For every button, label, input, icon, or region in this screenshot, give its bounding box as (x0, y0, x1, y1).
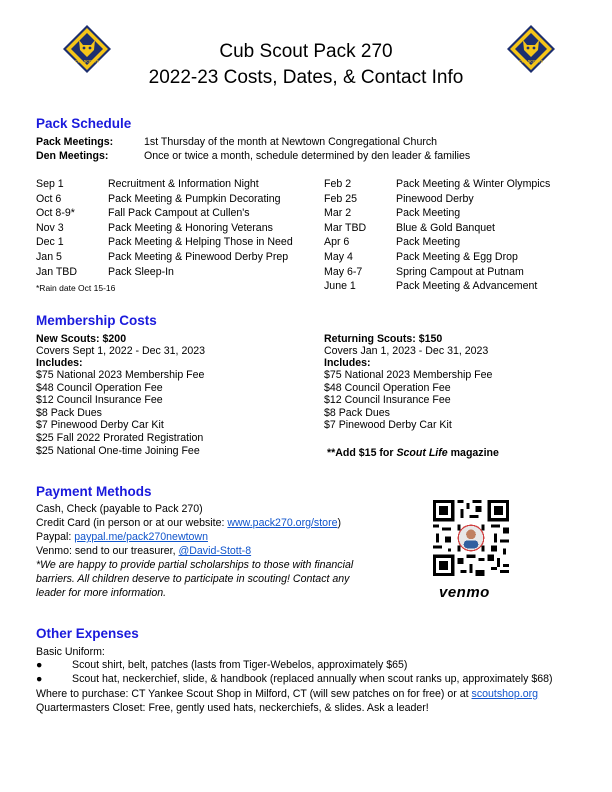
fee-item: $48 Council Operation Fee (324, 381, 451, 394)
returning-scouts-title: Returning Scouts: $150 (324, 333, 443, 345)
addon-prefix: **Add $15 for (327, 447, 397, 459)
page-title: Cub Scout Pack 270 (219, 41, 393, 62)
addon-suffix: magazine (447, 447, 499, 459)
schedule-event-row (324, 280, 584, 295)
pack-meetings-value: 1st Thursday of the month at Newtown Congregational Church (144, 136, 438, 148)
schedule-event-row (36, 236, 316, 251)
schedule-event-row (36, 251, 316, 266)
event-name: Pack Meeting & Advancement (396, 280, 538, 293)
event-name: Pack Meeting & Winter Olympics (396, 178, 551, 190)
event-name: Pinewood Derby (396, 192, 474, 205)
schedule-right-column (324, 178, 584, 295)
scout-life-addon (327, 446, 499, 460)
schedule-event-row (324, 236, 584, 251)
new-scouts-includes: Includes: (36, 357, 83, 369)
event-name: Pack Meeting & Pinewood Derby Prep (108, 250, 289, 263)
event-name: Blue & Gold Banquet (396, 221, 495, 234)
schedule-event-row (36, 178, 316, 193)
venmo-link[interactable]: @David-Stott-8 (178, 545, 252, 557)
fee-item: $8 Pack Dues (36, 406, 102, 419)
event-name: Pack Meeting (396, 207, 461, 220)
basic-uniform-label: Basic Uniform: (36, 646, 105, 658)
returning-scouts-covers: Covers Jan 1, 2023 - Dec 31, 2023 (324, 345, 489, 357)
fee-item: $75 National 2023 Membership Fee (324, 369, 493, 381)
payment-cash-check: Cash, Check (payable to Pack 270) (36, 503, 203, 515)
logo-text: CUB SCOUTS (75, 59, 99, 64)
event-date: Feb 25 (324, 192, 357, 205)
den-meetings-label: Den Meetings: (36, 150, 109, 162)
payment-credit-card (36, 516, 341, 530)
event-name: Pack Meeting (396, 236, 461, 249)
event-date: Sep 1 (36, 178, 64, 190)
schedule-left-column (36, 178, 316, 280)
fee-item: $25 Fall 2022 Prorated Registration (36, 431, 204, 444)
credit-card-close: ) (337, 517, 342, 529)
event-date: Oct 6 (36, 192, 62, 205)
payment-venmo (36, 544, 251, 558)
paypal-link[interactable]: paypal.me/pack270newtown (74, 531, 208, 543)
returning-scouts-includes: Includes: (324, 357, 371, 369)
schedule-event-row (324, 251, 584, 266)
event-name: Pack Sleep-In (108, 265, 174, 278)
event-date: May 4 (324, 250, 353, 263)
bullet-icon: ● (36, 673, 43, 685)
schedule-event-row (324, 207, 584, 222)
event-name: Pack Meeting & Helping Those in Need (108, 236, 293, 249)
scholarship-note-line3: leader for more information. (36, 587, 167, 599)
den-meetings-value: Once or twice a month, schedule determined by den leader & families (144, 150, 471, 162)
credit-card-text: Credit Card (in person or at our website: (36, 517, 228, 529)
event-date: Nov 3 (36, 221, 64, 234)
event-date: Feb 2 (324, 178, 352, 190)
fee-item: $7 Pinewood Derby Car Kit (36, 419, 164, 432)
fee-item: $12 Council Insurance Fee (36, 394, 163, 407)
event-name: Spring Campout at Putnam (396, 265, 524, 278)
scholarship-note-line2: barriers. All children deserve to participate in scouting! Contact any (36, 573, 350, 585)
event-name: Pack Meeting & Honoring Veterans (108, 221, 273, 234)
where-to-purchase-text: Where to purchase: CT Yankee Scout Shop in Milford, CT (will sew patches on for free) or at (36, 688, 472, 700)
schedule-event-row (324, 222, 584, 237)
event-name: Recruitment & Information Night (108, 178, 259, 190)
logo-text: CUB SCOUTS (519, 59, 543, 64)
uniform-bullet-2-text: Scout hat, neckerchief, slide, & handbook (replaced annually when scout ranks up, approximately $68) (72, 673, 553, 685)
event-date: May 6-7 (324, 265, 363, 278)
event-date: Mar TBD (324, 221, 367, 234)
new-scouts-fee-list (36, 369, 204, 457)
schedule-event-row (36, 193, 316, 208)
schedule-event-row (36, 266, 316, 281)
event-name: Pack Meeting & Egg Drop (396, 250, 518, 263)
schedule-event-row (36, 222, 316, 237)
schedule-event-row (36, 207, 316, 222)
event-date: Jan TBD (36, 265, 78, 278)
fee-item: $8 Pack Dues (324, 406, 390, 419)
pack-schedule-heading: Pack Schedule (36, 116, 132, 131)
paypal-label: Paypal: (36, 531, 75, 543)
other-expenses-heading: Other Expenses (36, 626, 139, 641)
event-date: June 1 (324, 280, 356, 293)
event-date: Jan 5 (36, 250, 62, 263)
event-date: Mar 2 (324, 207, 352, 220)
venmo-logo: venmo (439, 584, 490, 601)
page-subtitle: 2022-23 Costs, Dates, & Contact Info (148, 67, 464, 88)
fee-item: $48 Council Operation Fee (36, 381, 163, 394)
schedule-event-row (324, 266, 584, 281)
new-scouts-covers: Covers Sept 1, 2022 - Dec 31, 2023 (36, 345, 206, 357)
scoutshop-link[interactable]: scoutshop.org (471, 688, 539, 700)
fee-item: $75 National 2023 Membership Fee (36, 369, 205, 381)
schedule-event-row (324, 178, 584, 193)
event-name: Fall Pack Campout at Cullen's (108, 207, 250, 220)
fee-item: $25 National One-time Joining Fee (36, 444, 200, 457)
event-date: Oct 8-9* (36, 207, 75, 220)
fee-item: $7 Pinewood Derby Car Kit (324, 419, 452, 432)
uniform-bullet-1-text: Scout shirt, belt, patches (lasts from Tiger-Webelos, approximately $65) (72, 659, 408, 671)
event-date: Dec 1 (36, 236, 64, 249)
quartermasters-closet: Quartermasters Closet: Free, gently used hats, neckerchiefs, & slides. Ask a leader! (36, 702, 429, 714)
payment-paypal (36, 530, 208, 544)
event-name: Pack Meeting & Pumpkin Decorating (108, 192, 281, 205)
returning-scouts-fee-list (324, 369, 492, 432)
payment-methods-heading: Payment Methods (36, 484, 152, 499)
event-date: Apr 6 (324, 236, 350, 249)
new-scouts-title: New Scouts: $200 (36, 333, 127, 345)
pack-meetings-label: Pack Meetings: (36, 136, 114, 148)
venmo-qr-code-icon[interactable] (433, 500, 509, 576)
fee-item: $12 Council Insurance Fee (324, 394, 451, 407)
scholarship-note-line1: *We are happy to provide partial scholarships to those with financial (36, 559, 354, 571)
store-link[interactable]: www.pack270.org/store (227, 517, 338, 529)
schedule-event-row (324, 193, 584, 208)
venmo-label: Venmo: send to our treasurer, (36, 545, 179, 557)
where-to-purchase (36, 687, 538, 701)
rain-date-note: *Rain date Oct 15-16 (36, 283, 116, 293)
bullet-icon: ● (36, 659, 43, 671)
addon-magazine-name: Scout Life (396, 447, 448, 459)
membership-costs-heading: Membership Costs (36, 313, 157, 328)
